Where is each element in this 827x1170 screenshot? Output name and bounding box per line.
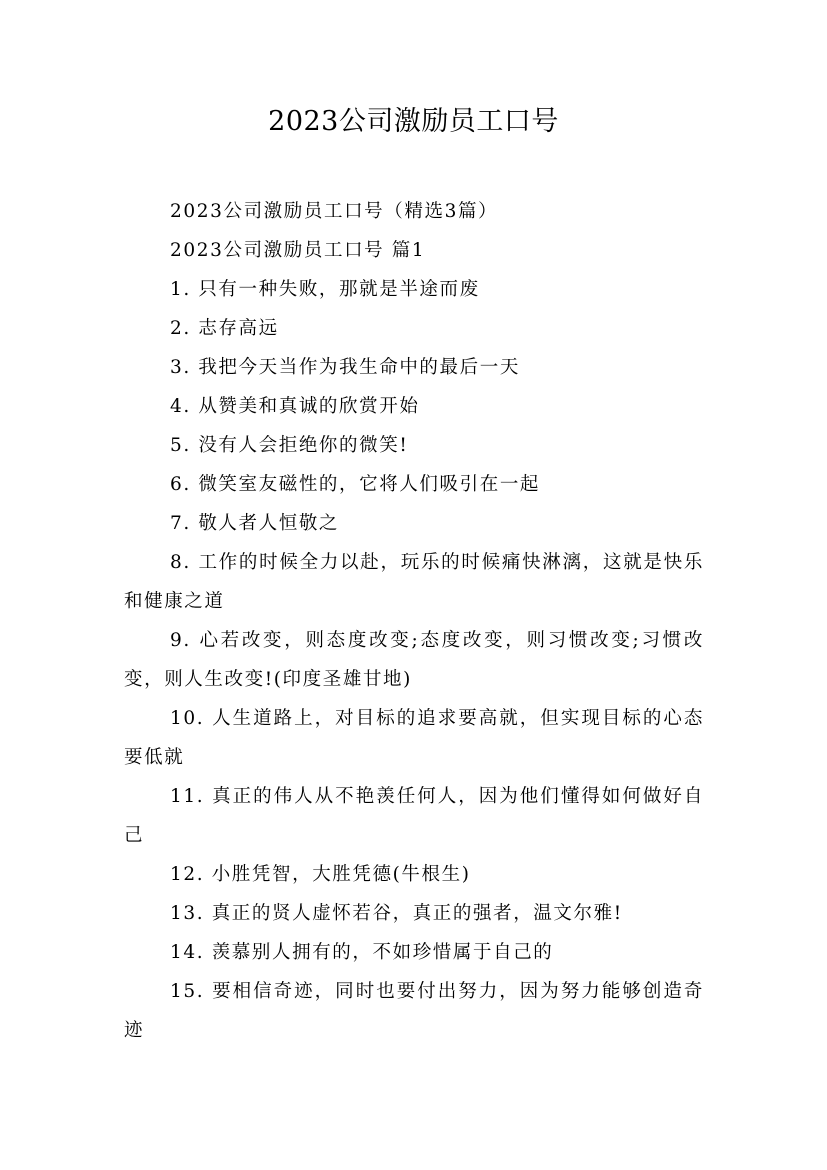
subtitle-line: 2023公司激励员工口号（精选3篇） <box>170 201 499 222</box>
slogan-item-6: 6. 微笑室友磁性的，它将人们吸引在一起 <box>170 474 541 495</box>
slogan-item-2: 2. 志存高远 <box>170 318 279 339</box>
slogan-item-10: 10. 人生道路上，对目标的追求要高就，但实现目标的心态要低就 <box>124 708 704 768</box>
document-title: 2023公司激励员工口号 <box>268 106 559 137</box>
slogan-item-7: 7. 敬人者人恒敬之 <box>170 513 340 534</box>
slogan-item-5: 5. 没有人会拒绝你的微笑! <box>170 435 409 456</box>
slogan-item-3: 3. 我把今天当作为我生命中的最后一天 <box>170 357 520 378</box>
document-body <box>124 192 704 1050</box>
slogan-item-15: 15. 要相信奇迹，同时也要付出努力，因为努力能够创造奇迹 <box>124 981 704 1041</box>
slogan-item-4: 4. 从赞美和真诚的欣赏开始 <box>170 396 420 417</box>
slogan-item-9: 9. 心若改变，则态度改变;态度改变，则习惯改变;习惯改变，则人生改变!(印度圣雄甘地) <box>124 630 704 690</box>
slogan-item-12: 12. 小胜凭智，大胜凭德(牛根生) <box>170 864 471 885</box>
slogan-item-14: 14. 羡慕别人拥有的，不如珍惜属于自己的 <box>170 942 554 963</box>
slogan-item-13: 13. 真正的贤人虚怀若谷，真正的强者，温文尔雅! <box>170 903 623 924</box>
slogan-item-1: 1. 只有一种失败，那就是半途而废 <box>170 279 480 300</box>
section-heading: 2023公司激励员工口号 篇1 <box>170 240 426 261</box>
slogan-item-8: 8. 工作的时候全力以赴，玩乐的时候痛快淋漓，这就是快乐和健康之道 <box>124 552 704 612</box>
slogan-item-11: 11. 真正的伟人从不艳羡任何人，因为他们懂得如何做好自己 <box>124 786 704 846</box>
